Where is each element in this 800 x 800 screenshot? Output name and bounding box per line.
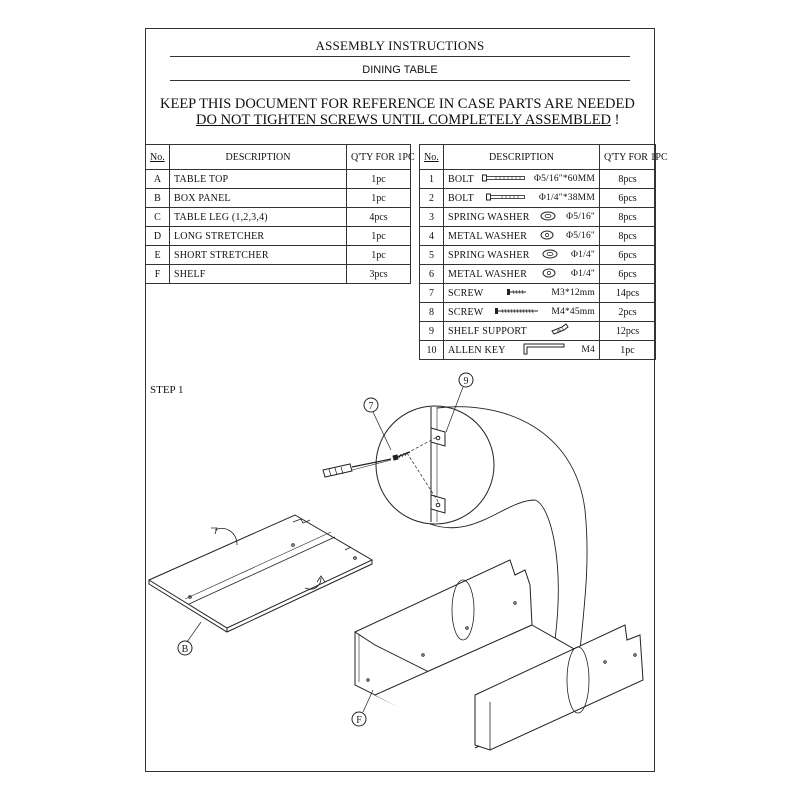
hardware-quantity: 12pcs — [600, 322, 656, 341]
callout-f-label: F — [356, 715, 362, 726]
description-header: DESCRIPTION — [170, 145, 347, 170]
hardware-quantity: 8pcs — [600, 227, 656, 246]
table-row — [420, 189, 656, 208]
table-row — [146, 189, 411, 208]
hardware-spec: M4*45mm — [551, 307, 595, 317]
table-row — [146, 265, 411, 284]
hardware-spec: Φ5/16" — [566, 212, 595, 222]
hardware-number: 7 — [420, 284, 444, 303]
metal-washer-icon — [542, 268, 556, 281]
qty-header: Q'TY FOR 1PC — [347, 145, 411, 170]
hardware-description: BOLT — [448, 192, 474, 204]
box-frame-f — [355, 560, 643, 750]
table-row — [146, 170, 411, 189]
table-row — [146, 246, 411, 265]
hardware-number: 8 — [420, 303, 444, 322]
part-letter: D — [146, 227, 170, 246]
step-label: STEP 1 — [150, 384, 184, 396]
part-letter: A — [146, 170, 170, 189]
table-row — [420, 303, 656, 322]
reference-warning: KEEP THIS DOCUMENT FOR REFERENCE IN CASE PARTS ARE NEEDED — [160, 96, 635, 112]
hardware-spec: Φ1/4" — [571, 269, 595, 279]
tighten-warning-text: DO NOT TIGHTEN SCREWS UNTIL COMPLETELY ASSEMBLED — [196, 112, 612, 128]
description-header: DESCRIPTION — [444, 145, 600, 170]
part-letter: B — [146, 189, 170, 208]
hardware-description: BOLT — [448, 173, 474, 185]
callout-7 — [364, 398, 391, 450]
hardware-cell — [444, 303, 600, 322]
part-description: SHORT STRETCHER — [170, 246, 347, 265]
long-bolt-icon — [482, 174, 526, 185]
table-row — [420, 341, 656, 360]
short-screw-icon — [506, 288, 528, 299]
hardware-spec: Φ1/4" — [571, 250, 595, 260]
assembly-drawing — [145, 360, 655, 770]
hardware-spec: Φ5/16" — [566, 231, 595, 241]
callout-f — [352, 690, 373, 726]
hardware-quantity: 1pc — [600, 341, 656, 360]
document-title: ASSEMBLY INSTRUCTIONS — [315, 38, 485, 53]
table-row — [420, 265, 656, 284]
tighten-warning-mark: ! — [611, 112, 620, 128]
table-row — [420, 246, 656, 265]
shelf-panel-b — [149, 515, 372, 632]
allen-key-icon — [522, 343, 566, 358]
part-quantity: 1pc — [347, 189, 411, 208]
hardware-description: SCREW — [448, 306, 484, 318]
spring-washer-icon — [542, 249, 558, 262]
part-description: TABLE LEG (1,2,3,4) — [170, 208, 347, 227]
part-description: LONG STRETCHER — [170, 227, 347, 246]
hardware-cell — [444, 246, 600, 265]
table-row — [420, 284, 656, 303]
table-header-row — [420, 145, 656, 170]
no-header: No. — [146, 145, 170, 170]
shelf-support-icon — [550, 323, 572, 340]
table-row — [420, 170, 656, 189]
spring-washer-icon — [540, 211, 556, 224]
hardware-description: SPRING WASHER — [448, 249, 530, 261]
product-rule — [170, 80, 630, 81]
part-quantity: 1pc — [347, 246, 411, 265]
hardware-cell — [444, 341, 600, 360]
part-letter: C — [146, 208, 170, 227]
hardware-number: 5 — [420, 246, 444, 265]
part-letter: E — [146, 246, 170, 265]
no-header: No. — [420, 145, 444, 170]
hardware-cell — [444, 322, 600, 341]
hardware-cell — [444, 227, 600, 246]
hardware-spec: M3*12mm — [551, 288, 595, 298]
part-quantity: 4pcs — [347, 208, 411, 227]
hardware-spec: M4 — [581, 345, 595, 355]
panels-table — [145, 144, 415, 284]
callout-7-label: 7 — [368, 401, 374, 412]
hardware-spec: Φ5/16"*60MM — [533, 174, 595, 184]
part-description: BOX PANEL — [170, 189, 347, 208]
hardware-quantity: 6pcs — [600, 265, 656, 284]
hardware-number: 3 — [420, 208, 444, 227]
table-row — [146, 208, 411, 227]
table-row — [420, 208, 656, 227]
qty-header: Q'TY FOR 1PC — [600, 145, 656, 170]
hardware-number: 4 — [420, 227, 444, 246]
part-letter: F — [146, 265, 170, 284]
short-bolt-icon — [486, 193, 526, 204]
metal-washer-icon — [540, 230, 554, 243]
detail-magnifier — [376, 406, 494, 524]
long-screw-icon — [494, 307, 540, 318]
table-row — [420, 227, 656, 246]
part-quantity: 1pc — [347, 170, 411, 189]
hardware-number: 9 — [420, 322, 444, 341]
hardware-description: SHELF SUPPORT — [448, 325, 527, 337]
tighten-warning — [196, 112, 620, 129]
callout-9-label: 9 — [463, 376, 469, 387]
hardware-description: METAL WASHER — [448, 268, 528, 280]
hardware-table — [419, 144, 668, 360]
hardware-number: 6 — [420, 265, 444, 284]
product-name: DINING TABLE — [362, 64, 438, 76]
hardware-cell — [444, 284, 600, 303]
hardware-quantity: 6pcs — [600, 189, 656, 208]
hardware-quantity: 6pcs — [600, 246, 656, 265]
hardware-description: METAL WASHER — [448, 230, 528, 242]
callout-b — [178, 622, 201, 655]
hardware-cell — [444, 265, 600, 284]
hardware-cell — [444, 208, 600, 227]
table-header-row — [146, 145, 411, 170]
hardware-quantity: 8pcs — [600, 170, 656, 189]
callout-b-label: B — [181, 644, 189, 655]
hardware-cell — [444, 189, 600, 208]
hardware-quantity: 8pcs — [600, 208, 656, 227]
hardware-number: 2 — [420, 189, 444, 208]
part-quantity: 1pc — [347, 227, 411, 246]
part-description: TABLE TOP — [170, 170, 347, 189]
hardware-description: ALLEN KEY — [448, 344, 506, 356]
hardware-quantity: 14pcs — [600, 284, 656, 303]
hardware-cell — [444, 170, 600, 189]
hardware-spec: Φ1/4"*38MM — [538, 193, 595, 203]
part-description: SHELF — [170, 265, 347, 284]
hardware-number: 1 — [420, 170, 444, 189]
hardware-quantity: 2pcs — [600, 303, 656, 322]
hardware-description: SPRING WASHER — [448, 211, 530, 223]
hardware-description: SCREW — [448, 287, 484, 299]
table-row — [146, 227, 411, 246]
table-row — [420, 322, 656, 341]
title-rule — [170, 56, 630, 57]
part-quantity: 3pcs — [347, 265, 411, 284]
hardware-number: 10 — [420, 341, 444, 360]
